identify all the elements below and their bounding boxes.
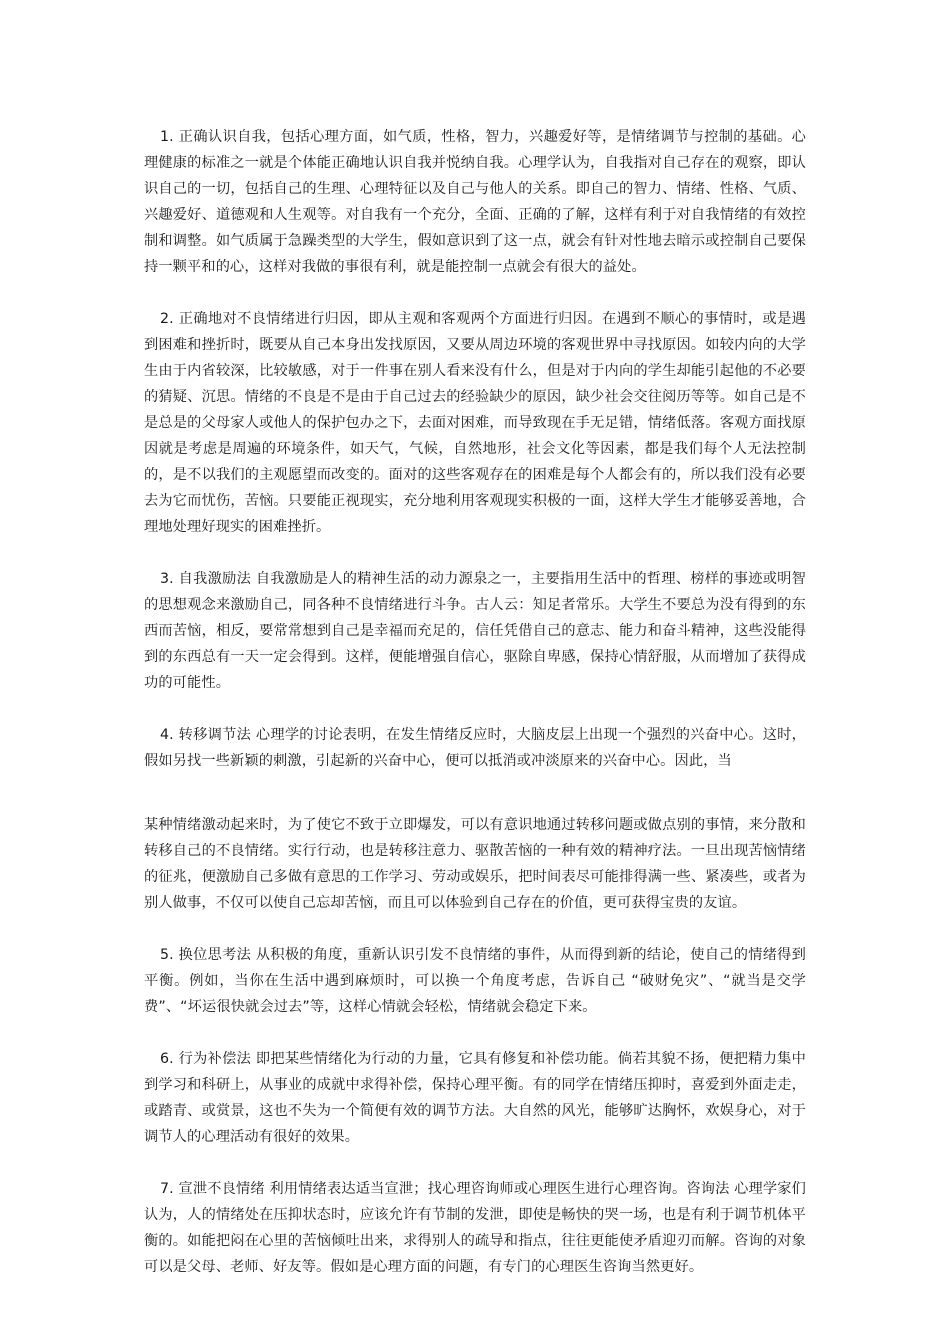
paragraph-spacer <box>144 916 806 942</box>
paragraph-4-continued: 某种情绪激动起来时，为了使它不致于立即爆发，可以有意识地通过转移问题或做点别的事情，来分散和转移自己的不良情绪。实行行动，也是转移注意力、驱散苦恼的一种有效的精神疗法。一旦出现苦恼情绪的征兆，便激励自己多做有意思的工作学习、劳动或娱乐，把时间表尽可能排得满一些、紧凑些，或者为别人做事，不仅可以使自己忘却苦恼，而且可以体验到自己存在的价值，更可获得宝贵的友谊。 <box>144 817 806 911</box>
paragraph-2: 2. 正确地对不良情绪进行归因，即从主观和客观两个方面进行归因。在遇到不顺心的事情时，或是遇到困难和挫折时，既要从自己本身出发找原因，又要从周边环境的客观世界中寻找原因。如较内向的大学生由于内省较深，比较敏感，对于一件事在别人看来没有什么，但是对于内向的学生却能引起他的不必要的猜疑、沉思。情绪的不良是不是由于自己过去的经验缺少的原因，缺少社会交往阅历等等。如自己是不是总是的父母家人或他人的保护包办之下，去面对困难，而导致现在手无足错，情绪低落。客观方面找原因就是考虑是周遍的环境条件，如天气，气候，自然地形，社会文化等因素，都是我们每个人无法控制的，是不以我们的主观愿望而改变的。面对的这些客观存在的困难是每个人都会有的，所以我们没有必要去为它而忧伤，苦恼。只要能正视现实，充分地利用客观现实积极的一面，这样大学生才能够妥善地，合理地处理好现实的困难挫折。 <box>144 311 806 535</box>
paragraph-6: 6. 行为补偿法 即把某些情绪化为行动的力量，它具有修复和补偿功能。倘若其貌不扬，便把精力集中到学习和科研上，从事业的成就中求得补偿，保持心理平衡。有的同学在情绪压抑时，喜爱到外面走走，或踏青、或赏景，这也不失为一个简便有效的调节方法。大自然的风光，能够旷达胸怀，欢娱身心，对于调节人的心理活动有很好的效果。 <box>144 1051 806 1145</box>
paragraph-spacer <box>144 1020 806 1046</box>
paragraph-1: 1. 正确认识自我，包括心理方面，如气质，性格，智力，兴趣爱好等，是情绪调节与控制的基础。心理健康的标准之一就是个体能正确地认识自我并悦纳自我。心理学认为，自我指对自己存在的观察，即认识自己的一切，包括自己的生理、心理特征以及自己与他人的关系。即自己的智力、情绪、性格、气质、兴趣爱好、道德观和人生观等。对自我有一个充分，全面、正确的了解，这样有利于对自我情绪的有效控制和调整。如气质属于急躁类型的大学生，假如意识到了这一点，就会有针对性地去暗示或控制自己要保持一颗平和的心，这样对我做的事很有利，就是能控制一点就会有很大的益处。 <box>144 129 806 275</box>
paragraph-4: 4. 转移调节法 心理学的讨论表明，在发生情绪反应时，大脑皮层上出现一个强烈的兴奋中心。这时，假如另找一些新颖的刺激，引起新的兴奋中心，便可以抵消或冲淡原来的兴奋中心。因此，当 <box>144 727 806 769</box>
paragraph-spacer <box>144 1150 806 1176</box>
paragraph-3: 3. 自我激励法 自我激励是人的精神生活的动力源泉之一，主要指用生活中的哲理、榜样的事迹或明智的思想观念来激励自己，同各种不良情绪进行斗争。古人云：知足者常乐。大学生不要总为没有得到的东西而苦恼，相反，要常常想到自己是幸福而充足的，信任凭借自己的意志、能力和奋斗精神，这些没能得到的东西总有一天一定会得到。这样，便能增强自信心，驱除自卑感，保持心情舒服，从而增加了获得成功的可能性。 <box>144 571 806 691</box>
paragraph-spacer <box>144 540 806 566</box>
paragraph-5: 5. 换位思考法 从积极的角度，重新认识引发不良情绪的事件，从而得到新的结论，使自己的情绪得到平衡。例如，当你在生活中遇到麻烦时，可以换一个角度考虑，告诉自己 “破财免灾”、“就当是交学费”、“坏运很快就会过去”等，这样心情就会轻松，情绪就会稳定下来。 <box>144 947 806 1015</box>
paragraph-spacer <box>144 696 806 722</box>
paragraph-7: 7. 宣泄不良情绪 利用情绪表达适当宣泄；找心理咨询师或心理医生进行心理咨询。咨询法 心理学家们认为，人的情绪处在压抑状态时，应该允许有节制的发泄，即使是畅快的哭一场，也是有利于调节机体平衡的。如能把闷在心里的苦恼倾吐出来，求得别人的疏导和指点，往往更能使矛盾迎刃而解。咨询的对象可以是父母、老师、好友等。假如是心理方面的问题，有专门的心理医生咨询当然更好。 <box>144 1181 806 1275</box>
paragraph-spacer <box>144 280 806 306</box>
document-body <box>144 124 806 1280</box>
paragraph-spacer <box>144 774 806 812</box>
